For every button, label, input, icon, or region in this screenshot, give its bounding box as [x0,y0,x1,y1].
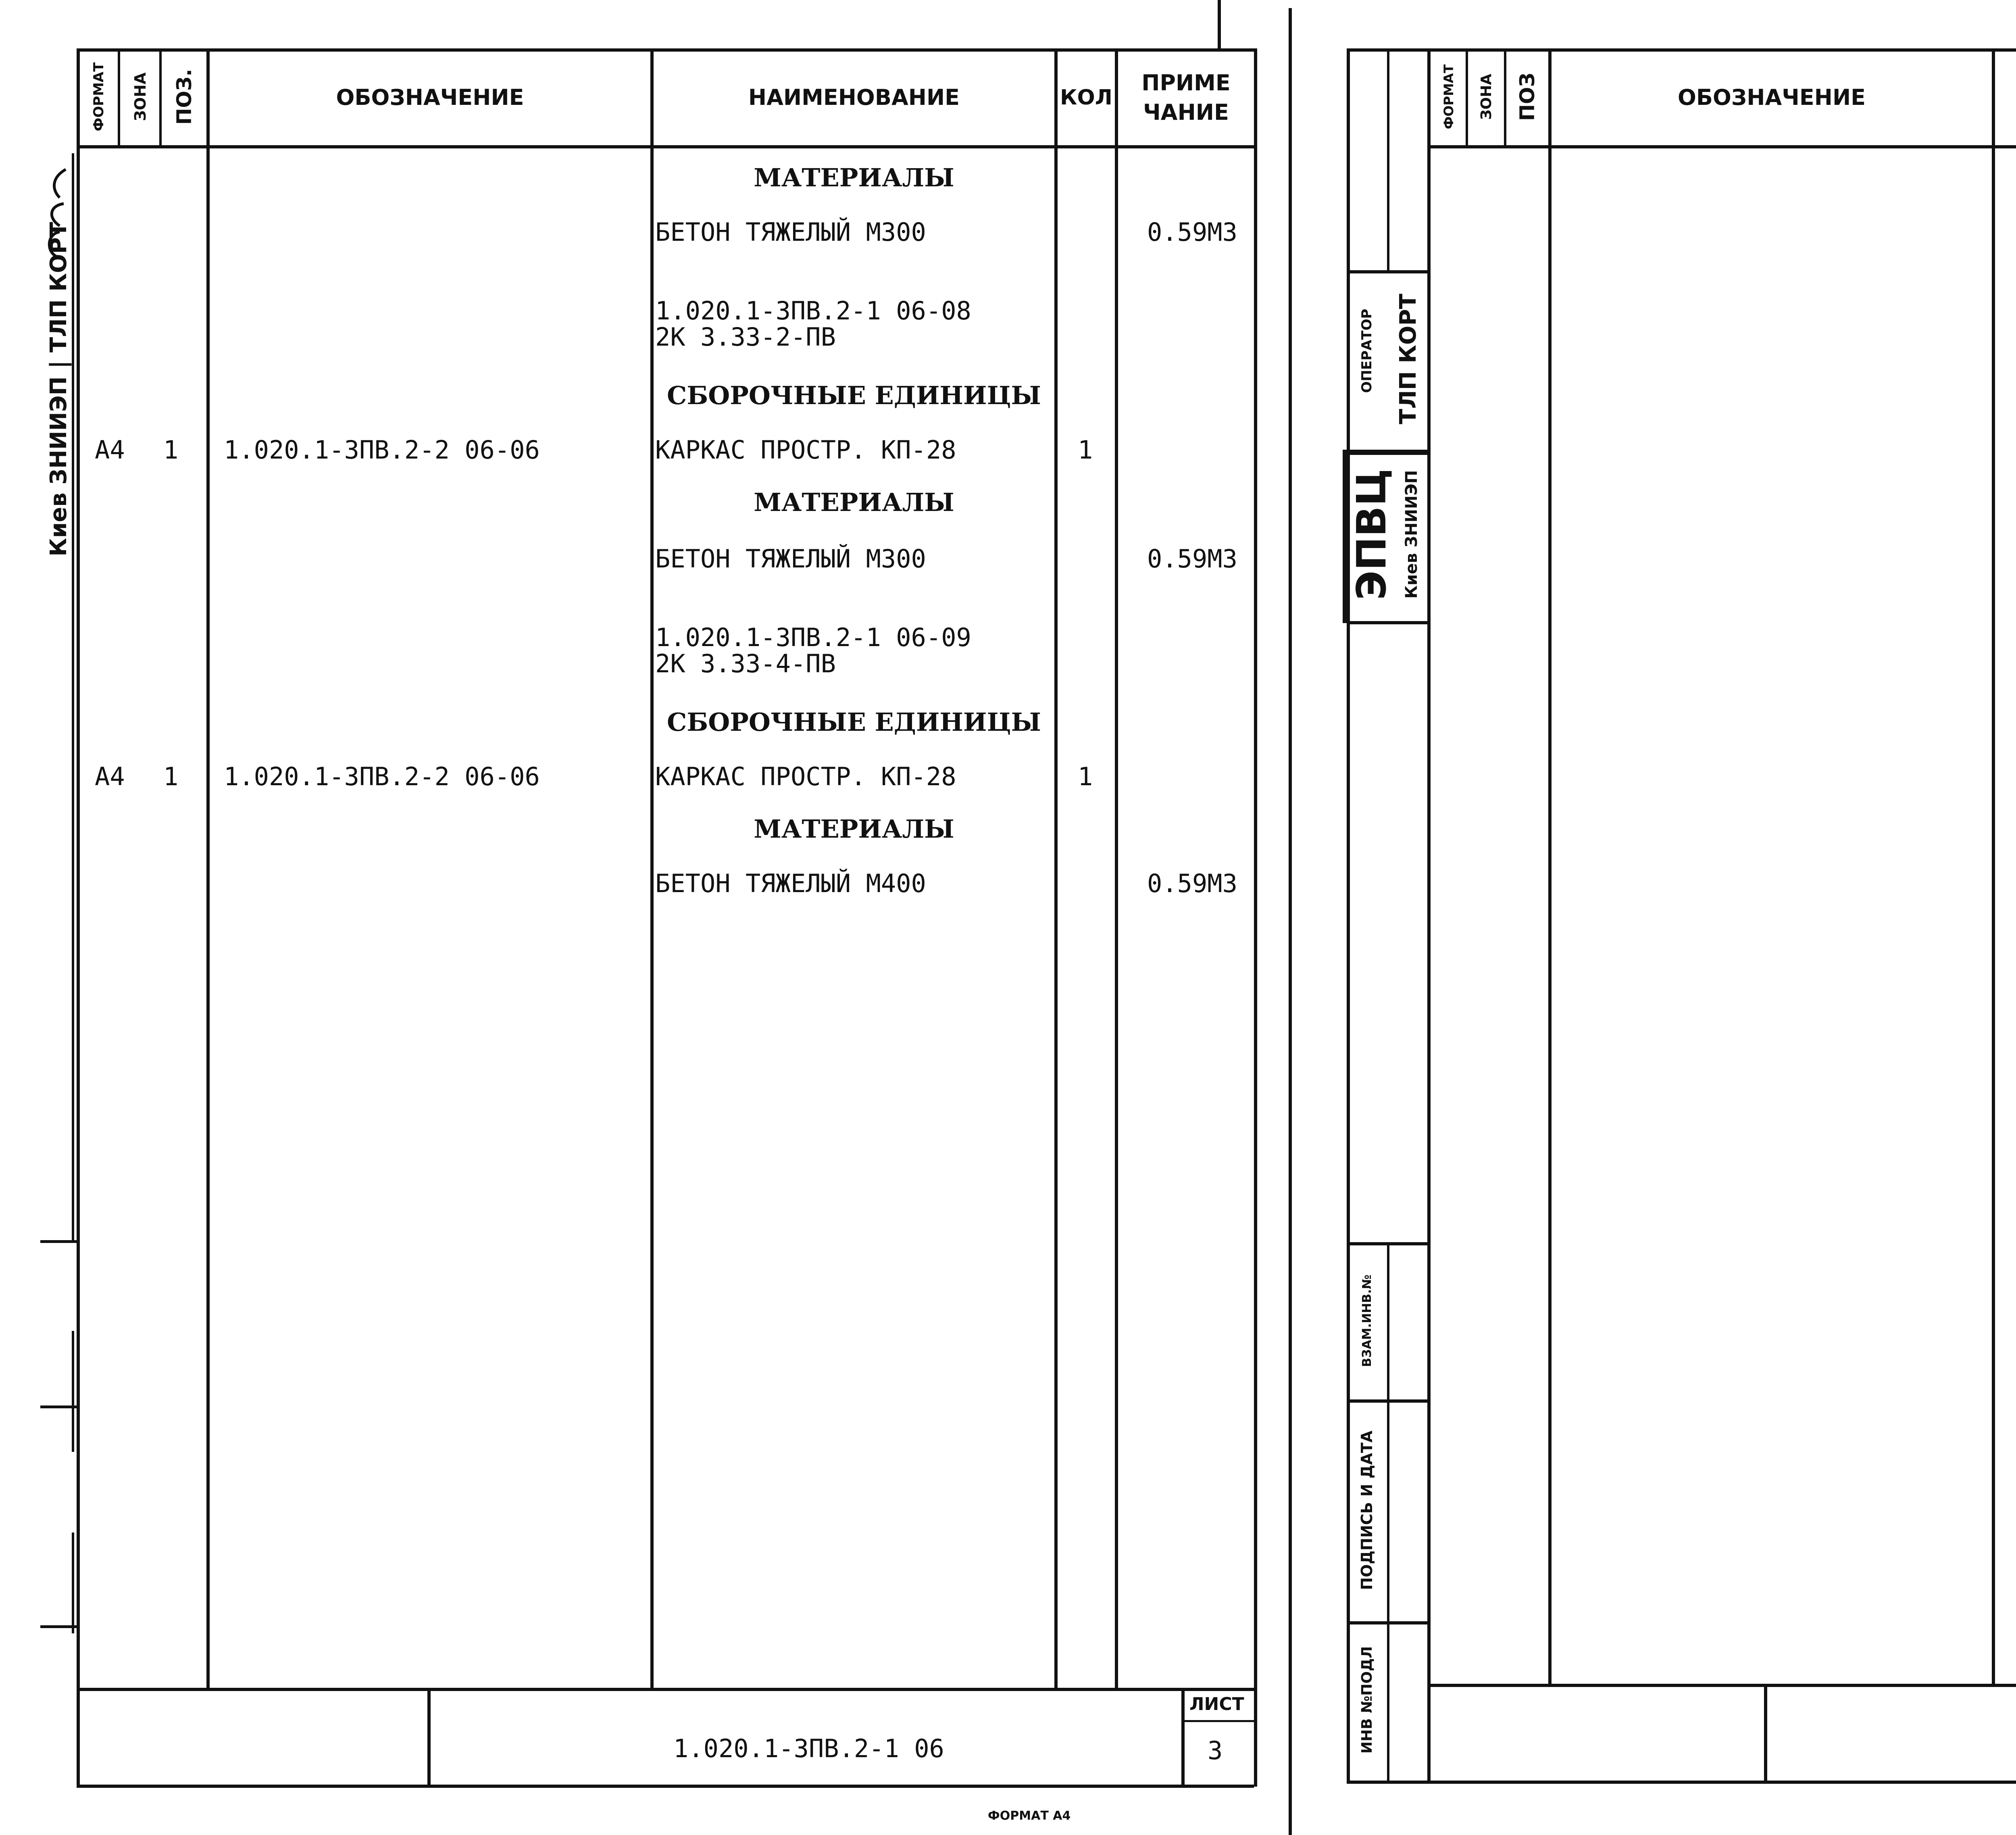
right-stamp-box-left [1343,450,1347,623]
left-sheet-box-left [1181,1688,1185,1787]
row-name: МАТЕРИАЛЫ [754,488,954,517]
left-header-qty: КОЛ [1060,85,1112,110]
left-header-note-line1: ПРИМЕ [1141,70,1231,96]
right-org-sub: Киев ЗНИИЭП [1402,470,1421,599]
left-col-format [118,48,120,145]
right-title-top [1429,1684,2016,1687]
row-note: 0.59М3 [1147,217,1237,247]
right-operator-value: ТЛП КОРТ [1395,294,1421,424]
left-col-designation [650,48,654,1690]
row-zone: 1 [163,762,179,791]
right-header-designation: ОБОЗНАЧЕНИЕ [1677,85,1866,111]
row-name: 1.020.1-3ПВ.2-1 06-08 [655,296,971,325]
left-top-tick [1218,0,1221,48]
row-name: КАРКАС ПРОСТР. КП-28 [655,762,956,791]
left-col-pos [206,48,210,1690]
right-side-strip-mid-2 [1387,1242,1389,1783]
right-header-name [1995,52,2016,143]
row-name: 2К 3.33-2-ПВ [655,322,836,352]
right-col-pos [1548,48,1552,1686]
left-side-stamp: Киев ЗНИИЭП | ТЛП КОРТ [45,222,72,557]
left-header-note-line2: ЧАНИЕ [1143,99,1229,125]
right-org-main: ЭПВЦ [1347,468,1395,601]
right-inner-left [1427,48,1431,1783]
row-name: МАТЕРИАЛЫ [754,814,954,844]
row-name: 1.020.1-3ПВ.2-1 06-09 [655,623,971,652]
left-sheet-label: ЛИСТ [1189,1694,1244,1714]
left-col-qty [1115,48,1118,1690]
left-doc-code: 1.020.1-3ПВ.2-1 06 [673,1734,944,1763]
row-name: МАТЕРИАЛЫ [754,163,954,192]
left-frame-bottom [77,1785,1254,1788]
right-header-bottom [1429,145,2016,148]
left-margin-tick-3 [40,1625,77,1628]
left-frame-header-bottom [77,145,1254,148]
left-header-designation: ОБОЗНАЧЕНИЕ [336,85,524,111]
row-note: 0.59М3 [1147,544,1237,573]
row-name: БЕТОН ТЯЖЕЛЫЙ М300 [655,217,926,247]
right-side-div-3 [1347,621,1429,624]
right-title-split [1764,1684,1767,1783]
right-operator-label: ОПЕРАТОР [1359,309,1375,393]
left-margin-tick-2 [40,1405,77,1408]
right-header-zone: ЗОНА [1478,73,1495,120]
right-frame-bottom [1347,1781,2016,1784]
row-name: СБОРОЧНЫЕ ЕДИНИЦЫ [666,381,1041,410]
left-margin-line-3 [72,1533,74,1633]
right-col-designation [1992,48,1995,1686]
left-margin-tick-1 [40,1240,77,1243]
left-frame-left [77,48,80,1787]
left-sheet-box-mid [1181,1720,1256,1722]
left-header-pos: ПОЗ. [173,69,196,125]
row-format: А4 [95,762,125,791]
right-header-pos: ПОЗ [1516,73,1539,121]
left-side-signature [44,161,72,266]
left-header-name: НАИМЕНОВАНИЕ [748,85,960,111]
row-zone: 1 [163,435,179,465]
left-frame-top [77,48,1254,52]
row-name: 2К 3.33-4-ПВ [655,649,836,678]
left-header-format: ФОРМАТ [91,62,107,131]
left-frame-right [1254,48,1257,1787]
row-name: СБОРОЧНЫЕ ЕДИНИЦЫ [666,707,1041,737]
row-designation: 1.020.1-3ПВ.2-2 06-06 [224,762,540,791]
right-side-strip-mid [1387,48,1389,270]
right-field-inv-orig: ИНВ №ПОДЛ [1358,1646,1375,1754]
row-designation: 1.020.1-3ПВ.2-2 06-06 [224,435,540,465]
left-margin-line-2 [72,1331,74,1452]
left-sheet-number: 3 [1208,1736,1223,1765]
right-header-format: ФОРМАТ [1441,64,1456,129]
left-header-note [1118,52,1254,143]
right-field-inv-replace: ВЗАМ.ИНВ.№ [1360,1274,1374,1367]
row-note: 0.59М3 [1147,869,1237,898]
left-col-zone [159,48,162,145]
row-name: БЕТОН ТЯЖЕЛЫЙ М300 [655,544,926,573]
left-col-name [1054,48,1058,1690]
row-qty: 1 [1078,762,1093,791]
row-format: А4 [95,435,125,465]
row-name: КАРКАС ПРОСТР. КП-28 [655,435,956,465]
left-header-zone: ЗОНА [131,72,149,121]
left-title-top [77,1688,1254,1691]
row-qty: 1 [1078,435,1093,465]
row-name: БЕТОН ТЯЖЕЛЫЙ М400 [655,869,926,898]
sheet-divider [1289,8,1292,1835]
right-field-sign-date: ПОДПИСЬ И ДАТА [1358,1430,1376,1590]
right-sheet [1331,0,2016,1835]
left-title-split [427,1688,431,1787]
left-footer-format: ФОРМАТ А4 [988,1809,1071,1823]
